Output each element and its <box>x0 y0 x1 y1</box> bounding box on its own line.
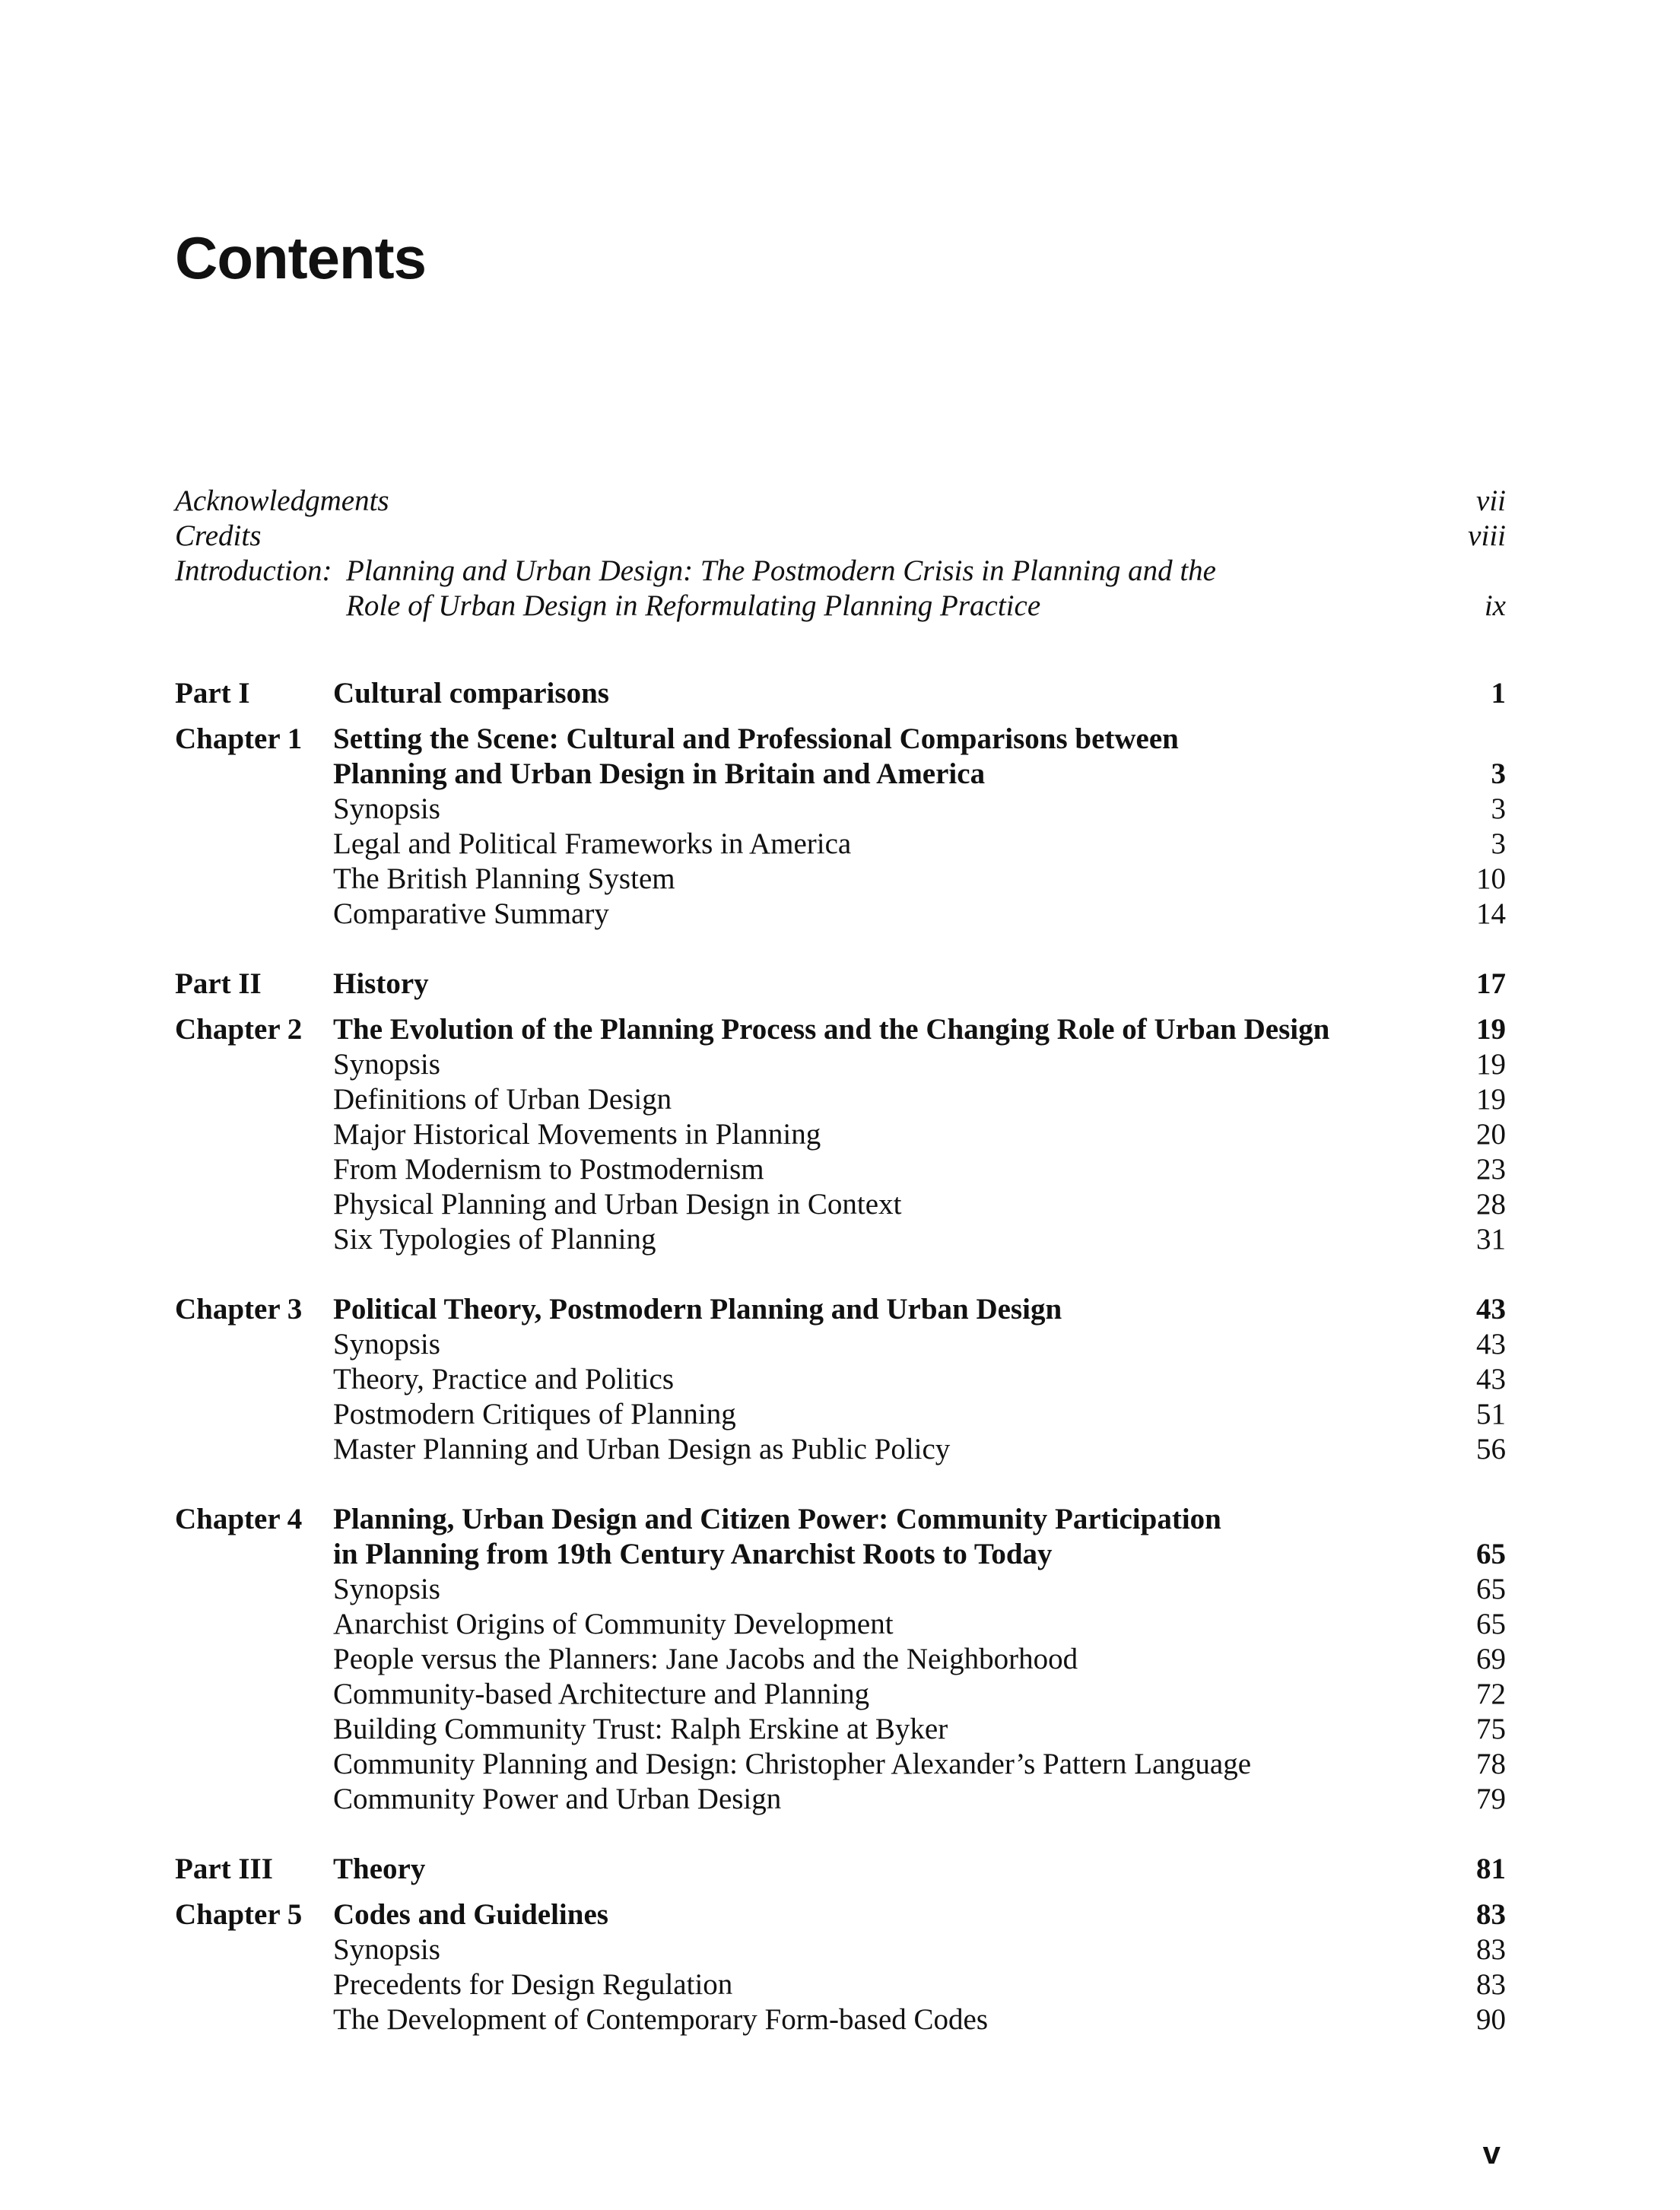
entry-title: Acknowledgments <box>175 484 389 517</box>
page-title: Contents <box>175 224 426 291</box>
toc-entry <box>175 1642 1506 1677</box>
page-number: viii <box>1468 519 1506 552</box>
toc-entry <box>175 827 1506 862</box>
chapter-heading <box>175 1897 1506 1932</box>
page-number: 75 <box>1476 1713 1506 1745</box>
chapter-title-line: Planning, Urban Design and Citizen Power: Community Participation <box>333 1503 1221 1535</box>
entry-title: Precedents for Design Regulation <box>333 1968 733 2001</box>
entry-title: Community Planning and Design: Christopher Alexander’s Pattern Language <box>333 1748 1252 1780</box>
toc-entry <box>175 1747 1506 1782</box>
page-number: 3 <box>1491 827 1506 860</box>
toc-entry <box>175 1362 1506 1397</box>
page-folio: v <box>1482 2135 1501 2170</box>
entry-title: Theory, Practice and Politics <box>333 1363 675 1396</box>
toc-entry <box>175 1607 1506 1642</box>
front-matter-entry-continued <box>175 589 1506 624</box>
part-label: Part I <box>175 677 250 710</box>
page-number: 28 <box>1476 1188 1506 1221</box>
part-label: Part III <box>175 1853 273 1885</box>
page-number: vii <box>1476 484 1506 517</box>
entry-title: Comparative Summary <box>333 897 609 930</box>
chapter-title-line: The Evolution of the Planning Process and the Changing Role of Urban Design <box>333 1013 1330 1046</box>
chapter-title-line: Planning and Urban Design in Britain and America <box>333 757 986 790</box>
page-number: 65 <box>1476 1538 1506 1570</box>
page-number: ix <box>1484 589 1506 622</box>
part-title: History <box>333 967 429 1000</box>
part-title: Cultural comparisons <box>333 677 609 710</box>
page-number: 19 <box>1476 1013 1506 1046</box>
chapter-label: Chapter 2 <box>175 1013 303 1046</box>
entry-title: Postmodern Critiques of Planning <box>333 1398 736 1430</box>
chapter-title-line: Codes and Guidelines <box>333 1898 608 1931</box>
chapter-label: Chapter 5 <box>175 1898 303 1931</box>
page-number: 1 <box>1491 677 1506 710</box>
toc-entry <box>175 792 1506 827</box>
page-number: 51 <box>1476 1398 1506 1430</box>
entry-title: Legal and Political Frameworks in America <box>333 827 852 860</box>
toc-entry <box>175 897 1506 932</box>
part-heading <box>175 967 1506 1002</box>
chapter-heading <box>175 1502 1506 1537</box>
entry-title: Definitions of Urban Design <box>333 1083 672 1116</box>
page-number: 43 <box>1476 1328 1506 1361</box>
entry-title: Physical Planning and Urban Design in Context <box>333 1188 902 1221</box>
toc-entry <box>175 862 1506 897</box>
part-label: Part II <box>175 967 262 1000</box>
entry-title: Synopsis <box>333 1328 440 1361</box>
chapter-title-line: in Planning from 19th Century Anarchist Roots to Today <box>333 1538 1053 1570</box>
page-number: 83 <box>1476 1968 1506 2001</box>
page-number: 90 <box>1476 2003 1506 2036</box>
toc-entry <box>175 1782 1506 1817</box>
entry-title: Building Community Trust: Ralph Erskine at Byker <box>333 1713 948 1745</box>
chapter-label: Chapter 1 <box>175 722 303 755</box>
chapter-heading-continued <box>175 757 1506 792</box>
page-number: 43 <box>1476 1293 1506 1326</box>
page-number: 65 <box>1476 1608 1506 1640</box>
part-heading <box>175 676 1506 711</box>
toc-entry <box>175 1397 1506 1432</box>
front-matter-entry <box>175 484 1506 519</box>
page-number: 81 <box>1476 1853 1506 1885</box>
page-number: 3 <box>1491 757 1506 790</box>
page-number: 72 <box>1476 1678 1506 1710</box>
chapter-label: Chapter 3 <box>175 1293 303 1326</box>
page-number: 83 <box>1476 1933 1506 1966</box>
page-number: 69 <box>1476 1643 1506 1675</box>
toc-entry <box>175 1187 1506 1222</box>
page-number: 56 <box>1476 1433 1506 1465</box>
entry-title: The Development of Contemporary Form-based Codes <box>333 2003 989 2036</box>
toc-entry <box>175 2002 1506 2037</box>
toc-entry <box>175 1677 1506 1712</box>
chapter-title-line: Setting the Scene: Cultural and Professional Comparisons between <box>333 722 1179 755</box>
front-matter-entry <box>175 519 1506 554</box>
page-number: 83 <box>1476 1898 1506 1931</box>
entry-title: From Modernism to Postmodernism <box>333 1153 764 1186</box>
chapter-label: Chapter 4 <box>175 1503 303 1535</box>
page-number: 10 <box>1476 862 1506 895</box>
toc-entry <box>175 1432 1506 1467</box>
entry-title: Credits <box>175 519 262 552</box>
entry-title: The British Planning System <box>333 862 675 895</box>
page-number: 23 <box>1476 1153 1506 1186</box>
entry-title: Anarchist Origins of Community Development <box>333 1608 894 1640</box>
chapter-heading <box>175 1012 1506 1047</box>
page-number: 17 <box>1476 967 1506 1000</box>
toc-entry <box>175 1082 1506 1117</box>
toc-entry <box>175 1152 1506 1187</box>
entry-title: Synopsis <box>333 792 440 825</box>
entry-title: Synopsis <box>333 1048 440 1081</box>
page-number: 79 <box>1476 1783 1506 1815</box>
entry-title: Community Power and Urban Design <box>333 1783 782 1815</box>
page-number: 3 <box>1491 792 1506 825</box>
part-title: Theory <box>333 1853 426 1885</box>
entry-title: Master Planning and Urban Design as Public Policy <box>333 1433 951 1465</box>
entry-title: Six Typologies of Planning <box>333 1223 656 1256</box>
toc-entry <box>175 1117 1506 1152</box>
toc-entry <box>175 1327 1506 1362</box>
page-number: 31 <box>1476 1223 1506 1256</box>
entry-title: Synopsis <box>333 1573 440 1605</box>
toc-entry <box>175 1967 1506 2002</box>
entry-title: Community-based Architecture and Planning <box>333 1678 870 1710</box>
entry-title-line: Role of Urban Design in Reformulating Planning Practice <box>346 589 1041 622</box>
chapter-heading <box>175 722 1506 757</box>
toc-list <box>175 676 1506 2037</box>
page-number: 78 <box>1476 1748 1506 1780</box>
entry-title: Major Historical Movements in Planning <box>333 1118 821 1151</box>
page-number: 19 <box>1476 1048 1506 1081</box>
front-matter-entry <box>175 554 1506 589</box>
entry-label: Introduction: <box>175 554 332 587</box>
chapter-heading <box>175 1292 1506 1327</box>
part-heading <box>175 1852 1506 1887</box>
page-number: 65 <box>1476 1573 1506 1605</box>
entry-title: Synopsis <box>333 1933 440 1966</box>
toc-entry <box>175 1572 1506 1607</box>
toc-entry <box>175 1932 1506 1967</box>
page-number: 20 <box>1476 1118 1506 1151</box>
chapter-title-line: Political Theory, Postmodern Planning and Urban Design <box>333 1293 1062 1326</box>
toc-entry <box>175 1047 1506 1082</box>
chapter-heading-continued <box>175 1537 1506 1572</box>
entry-title-line: Planning and Urban Design: The Postmodern Crisis in Planning and the <box>346 554 1216 587</box>
entry-title: People versus the Planners: Jane Jacobs and the Neighborhood <box>333 1643 1078 1675</box>
front-matter <box>175 484 1506 624</box>
page-number: 14 <box>1476 897 1506 930</box>
page-number: 43 <box>1476 1363 1506 1396</box>
toc-entry <box>175 1222 1506 1257</box>
page-number: 19 <box>1476 1083 1506 1116</box>
toc-entry <box>175 1712 1506 1747</box>
